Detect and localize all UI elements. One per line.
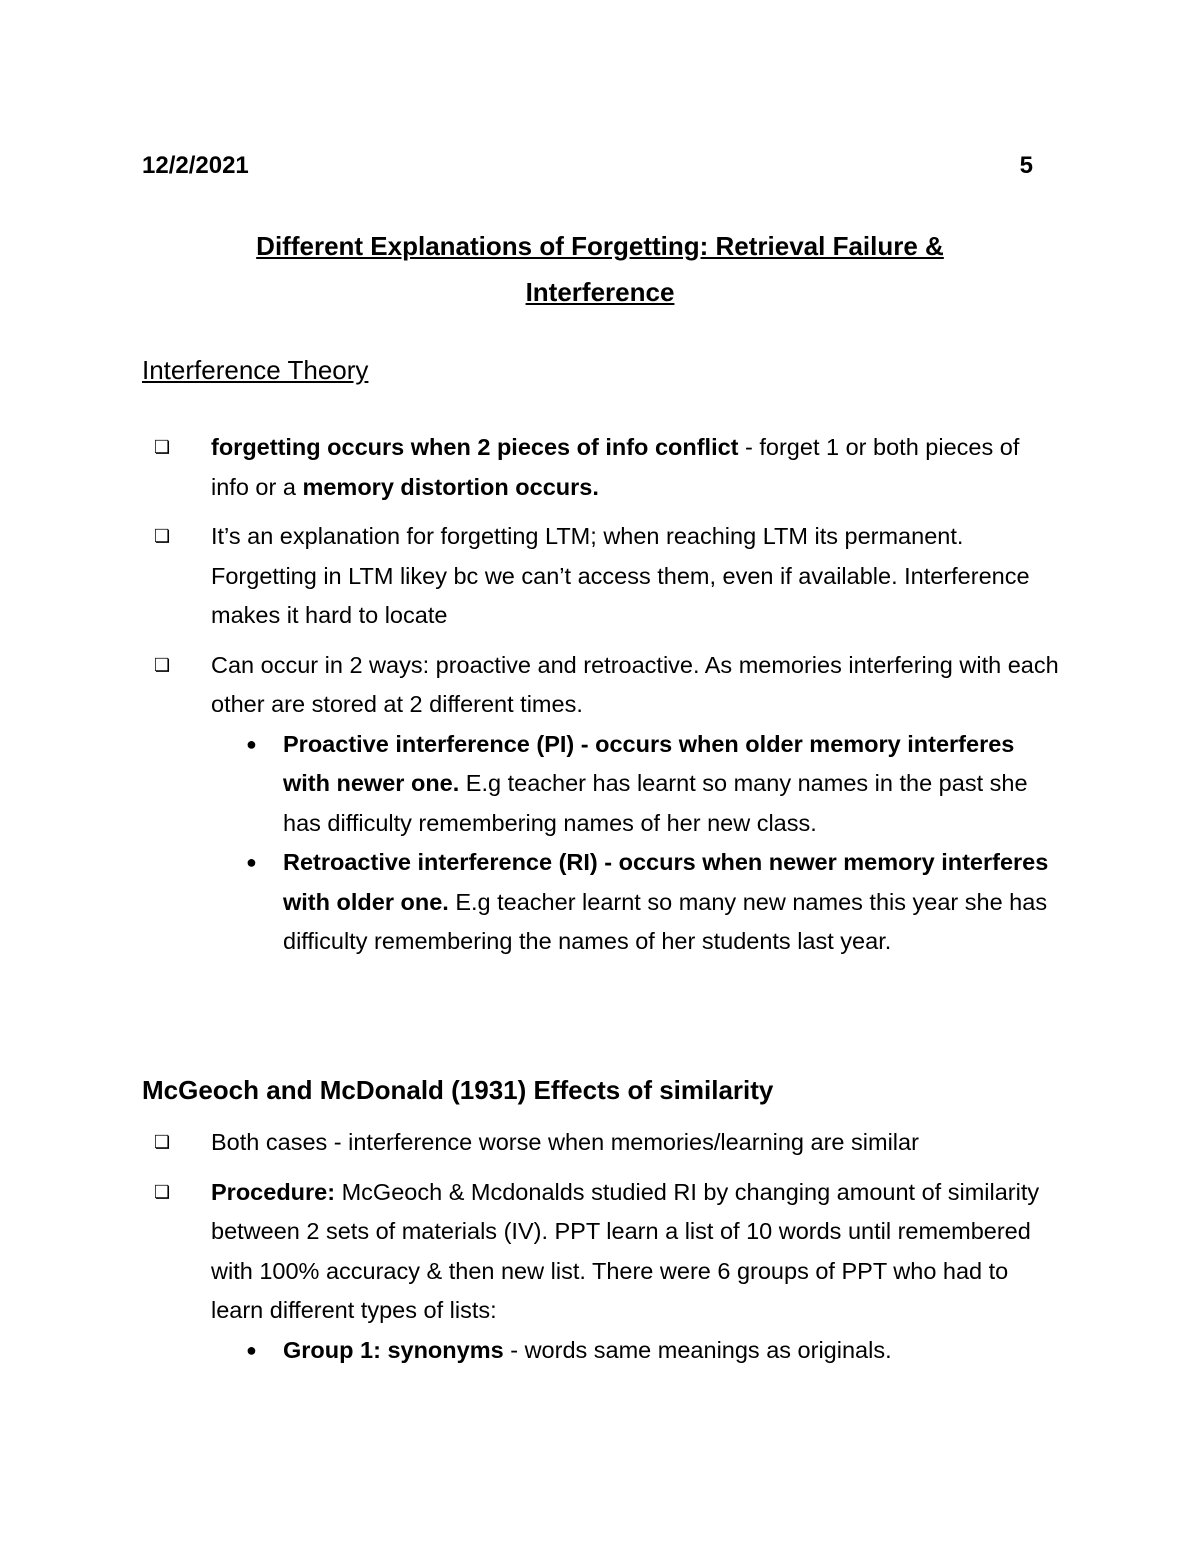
sub-list-item-bold: Group 1: synonyms xyxy=(283,1336,504,1363)
sub-list-item-text: - words same meanings as originals. xyxy=(503,1336,892,1363)
list-item xyxy=(142,517,1062,636)
dot-bullet-icon: ● xyxy=(246,1339,257,1360)
checkbox-bullet-icon: ❏ xyxy=(154,1132,171,1152)
list-item-text: Can occur in 2 ways: proactive and retroactive. As memories interfering with each other are stored at 2 different times. xyxy=(211,651,1059,717)
sub-list-item-text: E.g teacher learnt so many new names this year she has difficulty remembering the names of her students last year. xyxy=(283,888,1048,954)
list-item-text: McGeoch & Mcdonalds studied RI by changing amount of similarity between 2 sets of materials (IV). PPT learn a list of 10 words until remembered with 100% accuracy & then new list. There were 6 groups of PPT who had to learn different types of lists: xyxy=(211,1178,1040,1323)
list-item xyxy=(142,1123,1062,1163)
dot-bullet-icon: ● xyxy=(246,733,257,754)
list-item xyxy=(142,646,1062,725)
list-item-text: - forget 1 or both pieces of info or a xyxy=(211,434,1020,500)
sub-list-item-bold: Proactive interference (PI) - occurs when older memory interferes with newer one. xyxy=(283,730,1015,796)
list-item xyxy=(142,428,1062,507)
list-item-bold: forgetting occurs when 2 pieces of info conflict xyxy=(211,434,739,460)
checkbox-bullet-icon: ❏ xyxy=(154,654,171,675)
sub-list-item xyxy=(142,1331,1062,1371)
interference-theory-list xyxy=(142,428,1062,972)
sub-list-item-bold: Retroactive interference (RI) - occurs when newer memory interferes with older one. xyxy=(283,849,1049,915)
list-item-text: It’s an explanation for forgetting LTM; when reaching LTM its permanent. Forgetting in LTM likey bc we can’t access them, even if available. Interference makes it hard to locate xyxy=(211,523,1030,628)
sub-list-item xyxy=(142,725,1062,844)
list-item-bold: memory distortion occurs. xyxy=(302,473,599,500)
dot-bullet-icon: ● xyxy=(246,852,257,872)
checkbox-bullet-icon: ❏ xyxy=(154,1181,171,1202)
sub-list-item xyxy=(142,843,1062,962)
checkbox-bullet-icon: ❏ xyxy=(154,526,171,546)
similarity-study-heading: McGeoch and McDonald (1931) Effects of similarity xyxy=(142,1075,774,1105)
page-date: 12/2/2021 xyxy=(142,152,249,179)
list-item-bold: Procedure: xyxy=(211,1178,336,1205)
page-number: 5 xyxy=(1019,152,1033,179)
list-item-text: Both cases - interference worse when memories/learning are similar xyxy=(211,1129,919,1155)
checkbox-bullet-icon: ❏ xyxy=(154,437,171,457)
list-item xyxy=(142,1173,1062,1331)
document-title-line-2: Interference xyxy=(525,277,675,307)
sub-list-item-text: E.g teacher has learnt so many names in the past she has difficulty remembering names of her new class. xyxy=(283,770,1028,836)
document-title xyxy=(142,223,1058,315)
document-title-line-1: Different Explanations of Forgetting: Retrieval Failure & xyxy=(256,231,944,261)
similarity-study-list xyxy=(142,1123,1062,1380)
interference-theory-heading: Interference Theory xyxy=(142,355,369,385)
